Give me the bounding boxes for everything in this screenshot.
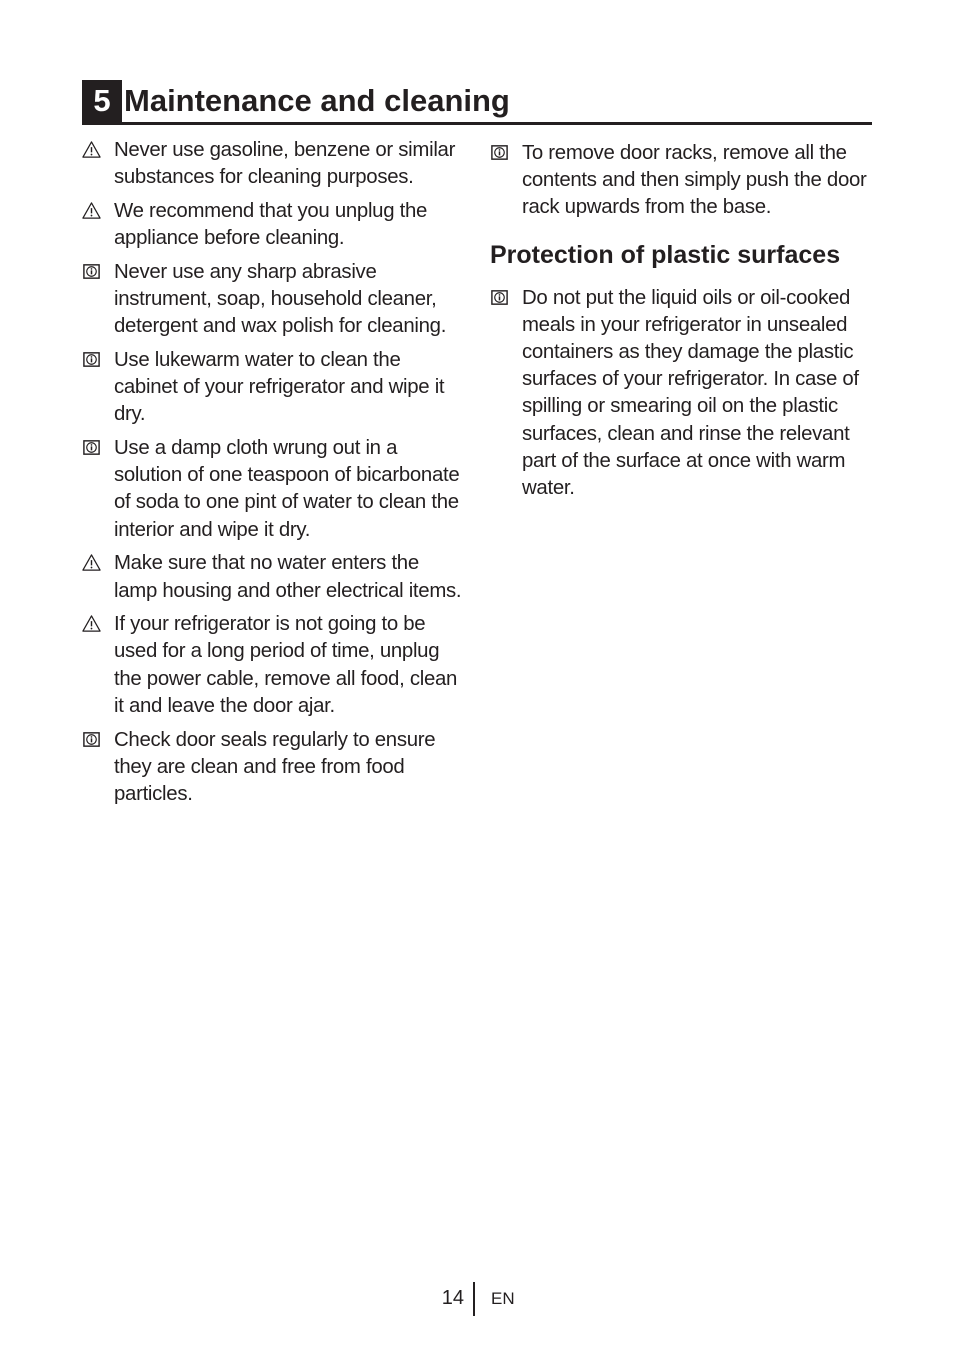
info-icon <box>82 350 101 369</box>
subsection-heading: Protection of plastic surfaces <box>490 240 841 269</box>
list-item <box>82 550 467 604</box>
info-icon <box>490 288 509 307</box>
list-item <box>82 198 467 252</box>
item-text: We recommend that you unplug the appliance before cleaning. <box>114 199 428 250</box>
footer-divider <box>473 1282 475 1316</box>
warning-icon <box>82 614 101 633</box>
item-text: Make sure that no water enters the lamp housing and other electrical items. <box>114 552 462 602</box>
item-text: Never use any sharp abrasive instrument, soap, household cleaner, detergent and wax polish for cleaning. <box>114 260 447 338</box>
list-item <box>490 285 872 503</box>
info-icon <box>82 438 101 457</box>
item-text: Never use gasoline, benzene or similar substances for cleaning purposes. <box>114 139 456 189</box>
left-column <box>82 137 467 815</box>
list-item <box>82 727 467 809</box>
list-item <box>82 137 467 191</box>
section-header <box>82 80 872 125</box>
item-text: If your refrigerator is not going to be used for a long period of time, unplug the power cable, remove all food, clean it and leave the door ajar. <box>114 613 458 717</box>
list-item <box>82 611 467 720</box>
warning-icon <box>82 201 101 220</box>
section-number: 5 <box>82 80 122 122</box>
language-code: EN <box>491 1289 515 1308</box>
list-item <box>82 259 467 341</box>
list-item <box>82 435 467 544</box>
item-text: Use a damp cloth wrung out in a solution of one teaspoon of bicarbonate of soda to one pint of water to clean the interior and wipe it dry. <box>114 437 460 541</box>
page-number: 14 <box>441 1287 464 1309</box>
info-icon <box>82 730 101 749</box>
info-icon <box>82 262 101 281</box>
list-item <box>490 140 872 222</box>
item-text: Do not put the liquid oils or oil-cooked meals in your refrigerator in unsealed containers as they damage the plastic surfaces of your refrigerator. In case of spilling or smearing oil on the plastic surfaces, clean and rinse the relevant part of the surface at once with warm water. <box>522 286 859 500</box>
page-title: Maintenance and cleaning <box>124 83 510 118</box>
item-text: To remove door racks, remove all the contents and then simply push the door rack upwards from the base. <box>522 142 867 219</box>
list-item <box>82 347 467 429</box>
warning-icon <box>82 553 101 572</box>
warning-icon <box>82 140 101 159</box>
item-text: Use lukewarm water to clean the cabinet of your refrigerator and wipe it dry. <box>114 348 445 426</box>
item-text: Check door seals regularly to ensure they are clean and free from food particles. <box>114 728 436 805</box>
right-column <box>490 140 872 509</box>
info-icon <box>490 143 509 162</box>
